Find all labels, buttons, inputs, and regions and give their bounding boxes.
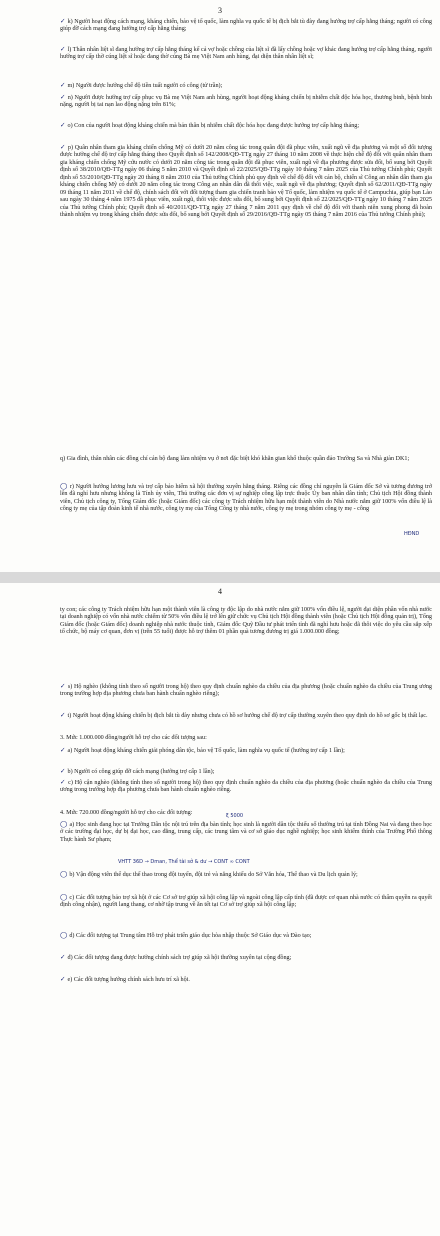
- check-mark-icon: ✓: [60, 682, 68, 690]
- circle-mark-icon: ◯: [60, 893, 70, 901]
- page-number: 3: [218, 6, 222, 15]
- paragraph-3c: ✓ c) Hộ cận nghèo (không tính theo số người trong hộ) theo quy định chuẩn nghèo đa chiều của địa phương (hoặc chuẩn nghèo đa chiều của Trung ương trong trường hợp địa phương chưa ban hành chuẩn nghèo riêng.: [60, 778, 433, 794]
- paragraph-t: ✓ t) Người hoạt động kháng chiến bị địch bắt tù đày nhưng chưa có hồ sơ hưởng chế độ trợ cấp thường xuyên theo quy định do hồ sơ gốc bị thất lạc.: [60, 711, 428, 719]
- paragraph-4e: ✓ e) Các đối tượng hưởng chính sách hưu trí xã hội.: [60, 975, 190, 983]
- paragraph-s: ✓ s) Hộ nghèo (không tính theo số người trong hộ) theo quy định chuẩn nghèo đa chiều của địa phương (hoặc chuẩn nghèo đa chiều của Trung ương trong trường hợp địa phương chưa ban hành chuẩn nghèo riêng);: [60, 682, 433, 698]
- handwritten-annotation: VHTT 36D → Dman, Thể tài sở & dư → CONT ∞ CONT: [118, 859, 250, 865]
- paragraph-4d: ◯ d) Các đối tượng tại Trung tâm Hỗ trợ phát triển giáo dục hòa nhập thuộc Sở Giáo dục và Đào tạo;: [60, 931, 312, 939]
- paragraph-3a: ✓ a) Người hoạt động kháng chiến giải phóng dân tộc, bảo vệ Tổ quốc, làm nghĩa vụ quốc tế (hưởng trợ cấp 1 lần);: [60, 746, 345, 754]
- check-mark-icon: ✓: [60, 121, 68, 129]
- check-mark-icon: ✓: [60, 81, 68, 89]
- paragraph-4b: ◯ b) Vận động viên thể dục thể thao trong đội tuyển, đội trẻ và năng khiếu do Sở Văn hóa, Thể thao và Du lịch quản lý;: [60, 870, 358, 878]
- paragraph-k: ✓ k) Người hoạt động cách mạng, kháng chiến, bảo vệ tổ quốc, làm nghĩa vụ quốc tế bị địch bắt tù đày đang hưởng trợ cấp hằng tháng; người có công giúp đỡ cách mạng đang hưởng trợ cấp hằng tháng;: [60, 17, 432, 33]
- paragraph-r: ◯ r) Người hưởng lương hưu và trợ cấp bảo hiểm xã hội thường xuyên hằng tháng. Riêng các đồng chí nguyên là Giám đốc Sở và tương đương trở lên đã nghỉ hưu nhưng không là Tỉnh ủy viên, Thủ trưởng các đơn vị sự nghiệp công lập trực thuộc Ủy ban nhân dân tỉnh; Chủ tịch Hội đồng thành viên, Chủ tịch công ty, Tổng Giám đốc (hoặc Giám đốc) các công ty Trách nhiệm hữu hạn một thành viên do Nhà nước nắm giữ 100% vốn điều lệ là công ty mẹ của tập đoàn kinh tế nhà nước, công ty mẹ của Tổng Công ty nhà nước, công ty mẹ trong nhóm công ty mẹ - công: [60, 482, 432, 513]
- paragraph-4c: ◯ c) Các đối tượng bảo trợ xã hội ở các Cơ sở trợ giúp xã hội công lập và ngoài công lập cấp tỉnh (đã được cơ quan nhà nước có thẩm quyền ra quyết định công nhận), người lang thang, cơ nhỡ tập trung về ăn tết tại Cơ sở trợ giúp xã hội công lập;: [60, 893, 432, 909]
- check-mark-icon: ✓: [60, 767, 68, 775]
- check-mark-icon: ✓: [60, 17, 68, 25]
- circle-mark-icon: ◯: [60, 820, 70, 828]
- page-number: 4: [218, 587, 222, 596]
- paragraph-4a: ◯ a) Học sinh đang học tại Trường Dân tộc nội trú trên địa bàn tỉnh; học sinh là người dân tộc thiểu số thường trú tại tỉnh Đồng Nai và đang theo học ở các trường đại học, dự bị đại học, cao đẳng, trung cấp, các trung tâm và cơ sở giáo dục nghề nghiệp; học sinh khiếm thính của Trường Phổ thông Thực hành Sư phạm;: [60, 820, 432, 843]
- section-heading-3: 3. Mức 1.000.000 đồng/người hỗ trợ cho các đối tượng sau:: [60, 735, 207, 741]
- paragraph-o: ✓ o) Con của người hoạt động kháng chiến mà bản thân bị nhiễm chất độc hóa học đang được hưởng trợ cấp hằng tháng;: [60, 121, 360, 129]
- paragraph-3b: ✓ b) Người có công giúp đỡ cách mạng (hưởng trợ cấp 1 lần);: [60, 767, 215, 775]
- document-page-4: [0, 583, 440, 1236]
- check-mark-icon: ✓: [60, 778, 69, 786]
- paragraph-q: q) Gia đình, thân nhân các đồng chí cán bộ đang làm nhiệm vụ ở nơi đặc biệt khó khăn gian khổ thuộc quần đảo Trường Sa và Nhà giàn DK1;: [60, 456, 410, 462]
- check-mark-icon: ✓: [60, 93, 68, 101]
- margin-note: HĐND: [404, 531, 420, 537]
- paragraph-p: ✓ p) Quân nhân tham gia kháng chiến chống Mỹ có dưới 20 năm công tác trong quân đội đã phục viên, xuất ngũ về địa phương và một số đối tượng được hưởng chế độ trợ cấp hằng tháng theo Quyết định số 142/2008/QĐ-TTg ngày 27 tháng 10 năm 2008 về thực hiện chế độ đối với quân nhân tham gia kháng chiến chống Mỹ cứu nước có dưới 20 năm công tác trong quân đội đã phục viên, xuất ngũ về địa phương được sửa đổi, bổ sung bởi Quyết định số 38/2010/QĐ-TTg ngày 06 tháng 5 năm 2010 và Quyết định số 22/2025/QĐ-TTg ngày 10 tháng 7 năm 2025 của Thủ tướng Chính phủ; Quyết định số 53/2010/QĐ-TTg ngày 20 tháng 8 năm 2010 của Thủ tướng Chính phủ quy định về chế độ đối với cán bộ, chiến sĩ Công an nhân dân tham gia kháng chiến chống Mỹ có dưới 20 năm công tác trong Công an nhân dân đã thôi việc, xuất ngũ về địa phương; Quyết định số 62/2011/QĐ-TTg ngày 09 tháng 11 năm 2011 về chế độ, chính sách đối với đối tượng tham gia chiến tranh bảo vệ Tổ quốc, làm nhiệm vụ quốc tế ở Campuchia, giúp bạn Lào sau ngày 30 tháng 4 năm 1975 đã phục viên, xuất ngũ, thôi việc được sửa đổi, bổ sung bởi Quyết định số 22/2025/QĐ-TTg ngày 10 tháng 7 năm 2025 của Thủ tướng Chính phủ; Quyết định số 40/2011/QĐ-TTg ngày 27 tháng 7 năm 2011 quy định về chế độ đối với thanh niên xung phong đã hoàn thành nhiệm vụ trong kháng chiến được sửa đổi, bổ sung bởi Quyết định số 29/2016/QĐ-TTg ngày 05 tháng 7 năm 2016 của Thủ tướng Chính phủ);: [60, 143, 432, 219]
- check-mark-icon: ✓: [60, 45, 68, 53]
- document-page-3: [0, 0, 440, 572]
- handwritten-note: ξ 5000: [226, 813, 244, 819]
- paragraph-continued: ty con; các công ty Trách nhiệm hữu hạn một thành viên là công ty độc lập do nhà nước nắm giữ 100% vốn điều lệ, người đại diện phần vốn nhà nước tại doanh nghiệp có vốn nhà nước chiếm từ 50% vốn điều lệ trở lên giữ chức vụ Chủ tịch Hội đồng thành viên (hoặc Chủ tịch Hội đồng quản trị), Tổng Giám đốc (hoặc Giám đốc) doanh nghiệp nhà nước thuộc tỉnh, Giám đốc Quỹ Đầu tư phát triển tỉnh đã nghỉ hưu hoặc đã thôi việc do yêu cầu sắp xếp tổ chức, bộ máy cơ quan, đơn vị (trên 55 tuổi) được hỗ trợ thêm 01 phần quà tương đương trị giá 1.000.000 đồng;: [60, 607, 432, 636]
- paragraph-n: ✓ n) Người được hưởng trợ cấp phục vụ Bà mẹ Việt Nam anh hùng, người hoạt động kháng chiến bị nhiễm chất độc hóa học, thương binh, bệnh binh nặng, người bị tai nạn lao động nặng trên 81%;: [60, 93, 432, 109]
- check-mark-icon: ✓: [60, 711, 68, 719]
- page-separator: [0, 572, 440, 583]
- circle-mark-icon: ◯: [60, 482, 70, 490]
- paragraph-l: ✓ l) Thân nhân liệt sĩ đang hưởng trợ cấp hằng tháng kể cả vợ hoặc chồng của liệt sĩ đã lấy chồng hoặc vợ khác đang hưởng trợ cấp hằng tháng, người hưởng trợ cấp thờ cúng liệt sĩ hoặc đang thờ cúng Bà mẹ Việt Nam anh hùng, đại diện thân nhân liệt sĩ;: [60, 45, 432, 61]
- check-mark-icon: ✓: [60, 975, 68, 983]
- paragraph-m: ✓ m) Người được hưởng chế độ tiền tuất người có công (tử trần);: [60, 81, 223, 89]
- section-heading-4: 4. Mức 720.000 đồng/người hỗ trợ cho các đối tượng:: [60, 810, 193, 816]
- check-mark-icon: ✓: [60, 746, 68, 754]
- circle-mark-icon: ◯: [60, 870, 70, 878]
- circle-mark-icon: ◯: [60, 931, 70, 939]
- check-mark-icon: ✓: [60, 143, 68, 151]
- check-mark-icon: ✓: [60, 953, 68, 961]
- paragraph-4dd: ✓ đ) Các đối tượng đang được hưởng chính sách trợ giúp xã hội thường xuyên tại cộng đồng;: [60, 953, 292, 961]
